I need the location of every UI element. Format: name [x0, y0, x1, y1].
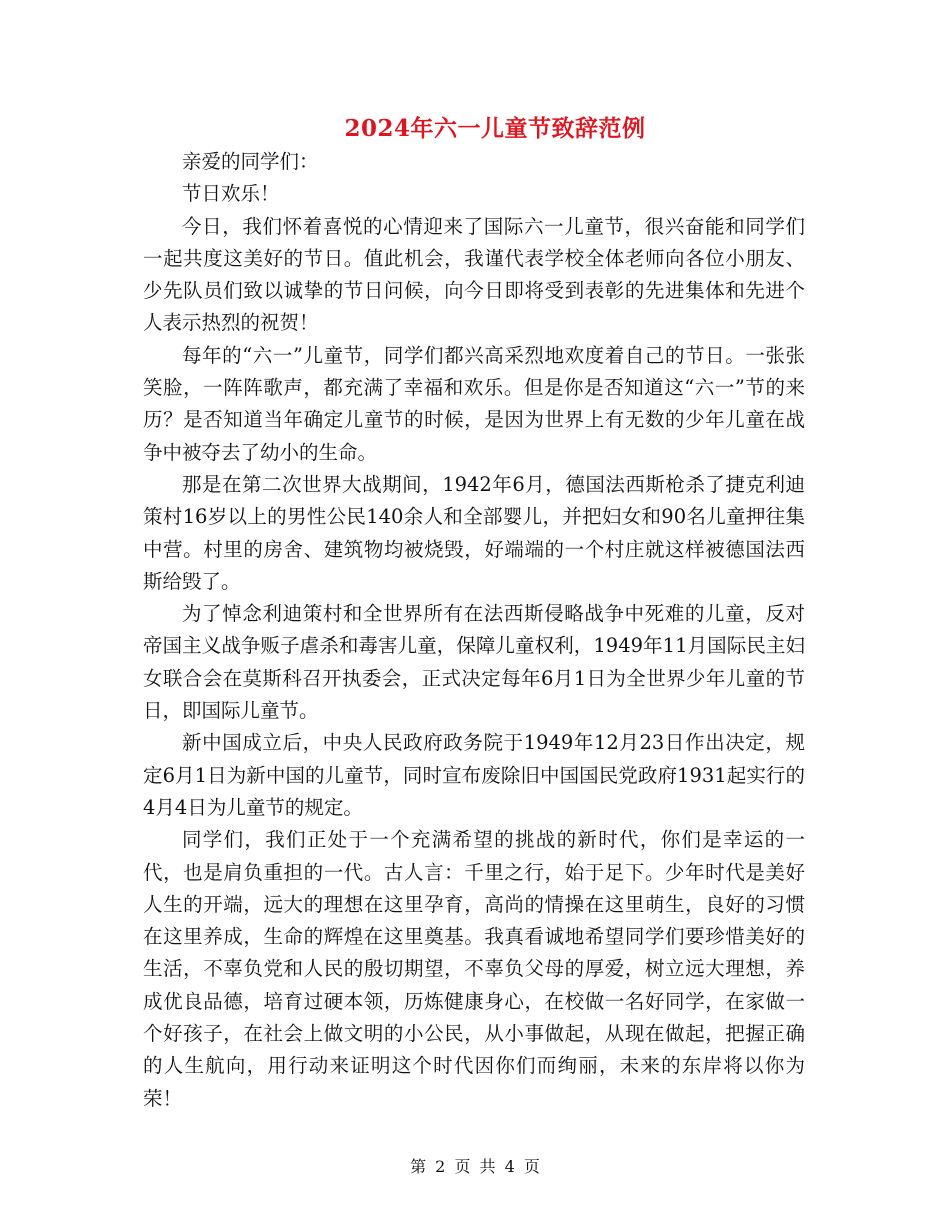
- paragraph: 今日，我们怀着喜悦的心情迎来了国际六一儿童节，很兴奋能和同学们一起共度这美好的节日。值此机会，我谨代表学校全体老师向各位小朋友、少先队员们致以诚挚的节日问候，向今日即将受到表彰的先进集体和先进个人表示热烈的祝贺！: [143, 214, 805, 335]
- paragraph: 每年的“六一”儿童节，同学们都兴高采烈地欢度着自己的节日。一张张笑脸，一阵阵歌声，都充满了幸福和欢乐。但是你是否知道这“六一”节的来历？是否知道当年确定儿童节的时候，是因为世界上有无数的少年儿童在战争中被夺去了幼小的生命。: [143, 343, 805, 464]
- paragraph: 同学们，我们正处于一个充满希望的挑战的新时代，你们是幸运的一代，也是肩负重担的一代。古人言：千里之行，始于足下。少年时代是美好人生的开端，远大的理想在这里孕育，高尚的情操在这里萌生，良好的习惯在这里养成，生命的辉煌在这里奠基。我真看诚地希望同学们要珍惜美好的生活，不辜负党和人民的殷切期望，不辜负父母的厚爱，树立远大理想，养成优良品德，培育过硬本领，历炼健康身心，在校做一名好同学，在家做一个好孩子，在社会上做文明的小公民，从小事做起，从现在做起，把握正确的人生航向，用行动来证明这个时代因你们而绚丽，未来的东岸将以你为荣！: [143, 828, 805, 1110]
- document-title: 2024年六一儿童节致辞范例: [344, 115, 646, 142]
- salutation: 亲爱的同学们：: [182, 150, 319, 173]
- document-body: [143, 146, 805, 1115]
- paragraph: 那是在第二次世界大战期间，1942年6月，德国法西斯枪杀了捷克利迪策村16岁以上的男性公民140余人和全部婴儿，并把妇女和90名儿童押往集中营。村里的房舍、建筑物均被烧毁，好端端的一个村庄就这样被德国法西斯给毁了。: [143, 472, 805, 593]
- page-number-footer: 第 2 页 共 4 页: [410, 1157, 540, 1176]
- paragraph: 为了悼念利迪策村和全世界所有在法西斯侵略战争中死难的儿童，反对帝国主义战争贩子虐杀和毒害儿童，保障儿童权利，1949年11月国际民主妇女联合会在莫斯科召开执委会，正式决定每年6月1日为全世界少年儿童的节日，即国际儿童节。: [143, 602, 805, 723]
- paragraph: 新中国成立后，中央人民政府政务院于1949年12月23日作出决定，规定6月1日为新中国的儿童节，同时宣布废除旧中国国民党政府1931起实行的4月4日为儿童节的规定。: [143, 731, 805, 819]
- greeting: 节日欢乐！: [182, 182, 280, 206]
